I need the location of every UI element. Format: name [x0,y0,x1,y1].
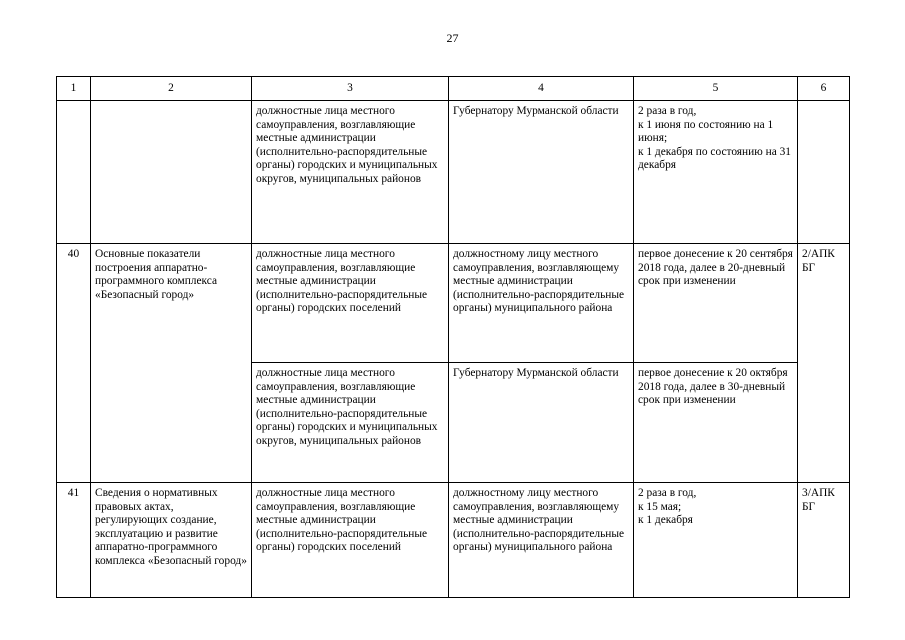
page-number: 27 [446,31,459,45]
indicator-name-cell: Сведения о нормативных правовых актах, регулирующих создание, эксплуатацию и развитие аппаратно-программного комплекса «Безопасный город» [91,483,252,598]
who-submits-cell: должностные лица местного самоуправления, возглавляющие местные администрации (исполнительно-распорядительные органы) городских и муниципальных округов, муниципальных районов [252,363,449,483]
row-number-cell: 41 [57,483,91,598]
header-cell-1: 1 [57,77,91,101]
who-submits-cell: должностные лица местного самоуправления, возглавляющие местные администрации (исполнительно-распорядительные органы) городских и муниципальных округов, муниципальных районов [252,101,449,244]
table-row-41 [57,483,850,598]
recipient-cell: должностному лицу местного самоуправления, возглавляющему местные администрации (исполнительно-распорядительные органы) муниципального района [449,244,634,363]
deadline-cell: первое донесение к 20 сентября 2018 года, далее в 20-дневный срок при изменении [634,244,798,363]
table-row-40 [57,244,850,363]
recipient-cell: Губернатору Мурманской области [449,101,634,244]
header-cell-6: 6 [798,77,850,101]
reporting-table [56,76,850,598]
indicator-name-cell [91,101,252,244]
deadline-cell: 2 раза в год, к 1 июня по состоянию на 1 июня; к 1 декабря по состоянию на 31 декабря [634,101,798,244]
row-number-cell [57,101,91,244]
recipient-cell: Губернатору Мурманской области [449,363,634,483]
header-cell-3: 3 [252,77,449,101]
header-cell-2: 2 [91,77,252,101]
form-code-cell: 2/АПК БГ [798,244,850,483]
header-cell-4: 4 [449,77,634,101]
table-header-row [57,77,850,101]
indicator-name-cell: Основные показатели построения аппаратно-программного комплекса «Безопасный город» [91,244,252,483]
who-submits-cell: должностные лица местного самоуправления, возглавляющие местные администрации (исполнительно-распорядительные органы) городских поселений [252,244,449,363]
form-code-cell [798,101,850,244]
recipient-cell: должностному лицу местного самоуправления, возглавляющему местные администрации (исполнительно-распорядительные органы) муниципального района [449,483,634,598]
deadline-cell: 2 раза в год, к 15 мая; к 1 декабря [634,483,798,598]
deadline-cell: первое донесение к 20 октября 2018 года, далее в 30-дневный срок при изменении [634,363,798,483]
table-row-continued [57,101,850,244]
who-submits-cell: должностные лица местного самоуправления, возглавляющие местные администрации (исполнительно-распорядительные органы) городских поселений [252,483,449,598]
header-cell-5: 5 [634,77,798,101]
row-number-cell: 40 [57,244,91,483]
form-code-cell: 3/АПК БГ [798,483,850,598]
